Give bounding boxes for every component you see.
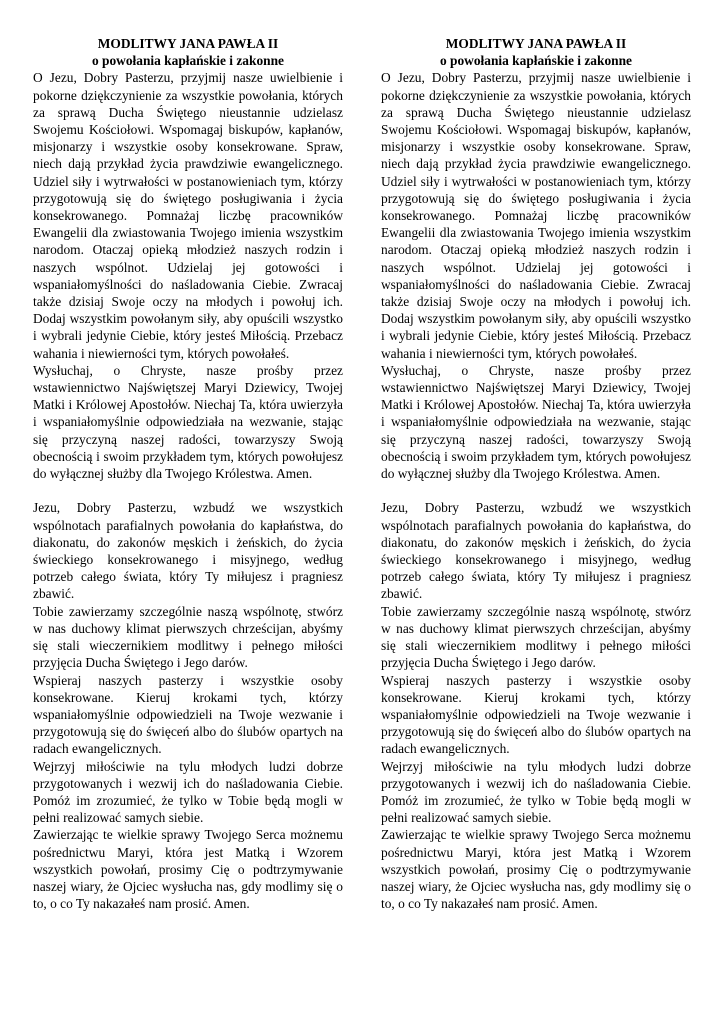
prayer2-paragraph-4: Wejrzyj miłościwie na tylu młodych ludzi dobrze przygotowanych i wezwij ich do naśladowania Ciebie. Pomóż im zrozumieć, że tylko w Tobie będą mogli w pełni realizować samych siebie. [33, 758, 343, 826]
prayer2-paragraph-5: Zawierzając te wielkie sprawy Twojego Serca możnemu pośrednictwu Maryi, która jest Matką i Wzorem wszystkich powołań, prosimy Cię o podtrzymywanie naszej wiary, że Ojciec wysłucha nas, gdy modlimy się o to, o co Ty nakazałeś nam prosić. Amen. [33, 827, 343, 912]
prayer2-paragraph-2: Tobie zawierzamy szczególnie naszą wspólnotę, stwórz w nas duchowy klimat pierwszych chrześcijan, abyśmy się stali wieczernikiem modlitwy i pełnego miłości przyjęcia Ducha Świętego i Jego darów. [33, 603, 343, 671]
prayer2-paragraph-3: Wspieraj naszych pasterzy i wszystkie osoby konsekrowane. Kieruj krokami tych, którzy wspaniałomyślnie odpowiedzieli na Twoje wezwanie i przygotowują się do święceń albo do ślubów opartych na radach ewangelicznych. [33, 672, 343, 757]
prayer2-paragraph-3: Wspieraj naszych pasterzy i wszystkie osoby konsekrowane. Kieruj krokami tych, którzy wspaniałomyślnie odpowiedzieli na Twoje wezwanie i przygotowują się do święceń albo do ślubów opartych na radach ewangelicznych. [381, 672, 691, 757]
spacer [33, 482, 343, 499]
prayer1-paragraph-2: Wysłuchaj, o Chryste, nasze prośby przez wstawiennictwo Najświętszej Maryi Dziewicy, Twojej Matki i Królowej Apostołów. Niechaj Ta, która uwierzyła i wspaniałomyślnie odpowiedziała na wezwanie, stając się przyczyną naszej radości, towarzyszy Swoją obecnością i swoim przykładem tym, których powołujesz do wyłącznej służby dla Twojego Królestwa. Amen. [381, 362, 691, 482]
prayer2-paragraph-4: Wejrzyj miłościwie na tylu młodych ludzi dobrze przygotowanych i wezwij ich do naśladowania Ciebie. Pomóż im zrozumieć, że tylko w Tobie będą mogli w pełni realizować samych siebie. [381, 758, 691, 826]
subtitle: o powołania kapłańskie i zakonne [92, 53, 284, 69]
subtitle: o powołania kapłańskie i zakonne [440, 53, 632, 69]
prayer2-paragraph-2: Tobie zawierzamy szczególnie naszą wspólnotę, stwórz w nas duchowy klimat pierwszych chrześcijan, abyśmy się stali wieczernikiem modlitwy i pełnego miłości przyjęcia Ducha Świętego i Jego darów. [381, 603, 691, 671]
prayer1-paragraph-2: Wysłuchaj, o Chryste, nasze prośby przez wstawiennictwo Najświętszej Maryi Dziewicy, Twojej Matki i Królowej Apostołów. Niechaj Ta, która uwierzyła i wspaniałomyślnie odpowiedziała na wezwanie, stając się przyczyną naszej radości, towarzyszy Swoją obecnością i swoim przykładem tym, których powołujesz do wyłącznej służby dla Twojego Królestwa. Amen. [33, 362, 343, 482]
prayer2-paragraph-1: Jezu, Dobry Pasterzu, wzbudź we wszystkich wspólnotach parafialnych powołania do kapłaństwa, do diakonatu, do zakonów męskich i żeńskich, do życia świeckiego konsekrowanego i misyjnego, według potrzeb całego świata, który Ty miłujesz i pragniesz zbawić. [33, 500, 343, 602]
prayer1-paragraph-1: O Jezu, Dobry Pasterzu, przyjmij nasze uwielbienie i pokorne dziękczynienie za wszystkie powołania, których za sprawą Ducha Świętego nieustannie udzielasz Swojemu Kościołowi. Wspomagaj biskupów, kapłanów, misjonarzy i wszystkie osoby konsekrowane. Spraw, niech dają przykład życia prawdziwie ewangelicznego. Udziel siły i wytrwałości w postanowieniach tym, którzy przygotowują się do świętego posługiwania i życia konsekrowanego. Pomnażaj liczbę pracowników Ewangelii dla zwiastowania Twojego imienia wszystkim narodom. Otaczaj opieką młodzież naszych rodzin i naszych wspólnot. Udzielaj jej gotowości i wspaniałomyślności do naśladowania Ciebie. Zwracaj także dzisiaj Swoje oczy na młodych i powołuj ich. Dodaj wszystkim powołanym siły, aby opuścili wszystko i wybrali jedynie Ciebie, który jesteś Miłością. Przebacz wahania i niewierności tym, których powołałeś. [381, 70, 691, 361]
prayer2-paragraph-1: Jezu, Dobry Pasterzu, wzbudź we wszystkich wspólnotach parafialnych powołania do kapłaństwa, do diakonatu, do zakonów męskich i żeńskich, do życia świeckiego konsekrowanego i misyjnego, według potrzeb całego świata, który Ty miłujesz i pragniesz zbawić. [381, 500, 691, 602]
prayer2-paragraph-5: Zawierzając te wielkie sprawy Twojego Serca możnemu pośrednictwu Maryi, która jest Matką i Wzorem wszystkich powołań, prosimy Cię o podtrzymywanie naszej wiary, że Ojciec wysłucha nas, gdy modlimy się o to, o co Ty nakazałeś nam prosić. Amen. [381, 827, 691, 912]
spacer [381, 482, 691, 499]
title: MODLITWY JANA PAWŁA II [445, 36, 627, 51]
prayer1-paragraph-1: O Jezu, Dobry Pasterzu, przyjmij nasze uwielbienie i pokorne dziękczynienie za wszystkie powołania, których za sprawą Ducha Świętego nieustannie udzielasz Swojemu Kościołowi. Wspomagaj biskupów, kapłanów, misjonarzy i wszystkie osoby konsekrowane. Spraw, niech dają przykład życia prawdziwie ewangelicznego. Udziel siły i wytrwałości w postanowieniach tym, którzy przygotowują się do świętego posługiwania i życia konsekrowanego. Pomnażaj liczbę pracowników Ewangelii dla zwiastowania Twojego imienia wszystkim narodom. Otaczaj opieką młodzież naszych rodzin i naszych wspólnot. Udzielaj jej gotowości i wspaniałomyślności do naśladowania Ciebie. Zwracaj także dzisiaj Swoje oczy na młodych i powołuj ich. Dodaj wszystkim powołanym siły, aby opuścili wszystko i wybrali jedynie Ciebie, który jesteś Miłością. Przebacz wahania i niewierności tym, których powołałeś. [33, 70, 343, 361]
left-column [33, 35, 343, 912]
right-column [381, 35, 691, 912]
title: MODLITWY JANA PAWŁA II [97, 36, 279, 51]
